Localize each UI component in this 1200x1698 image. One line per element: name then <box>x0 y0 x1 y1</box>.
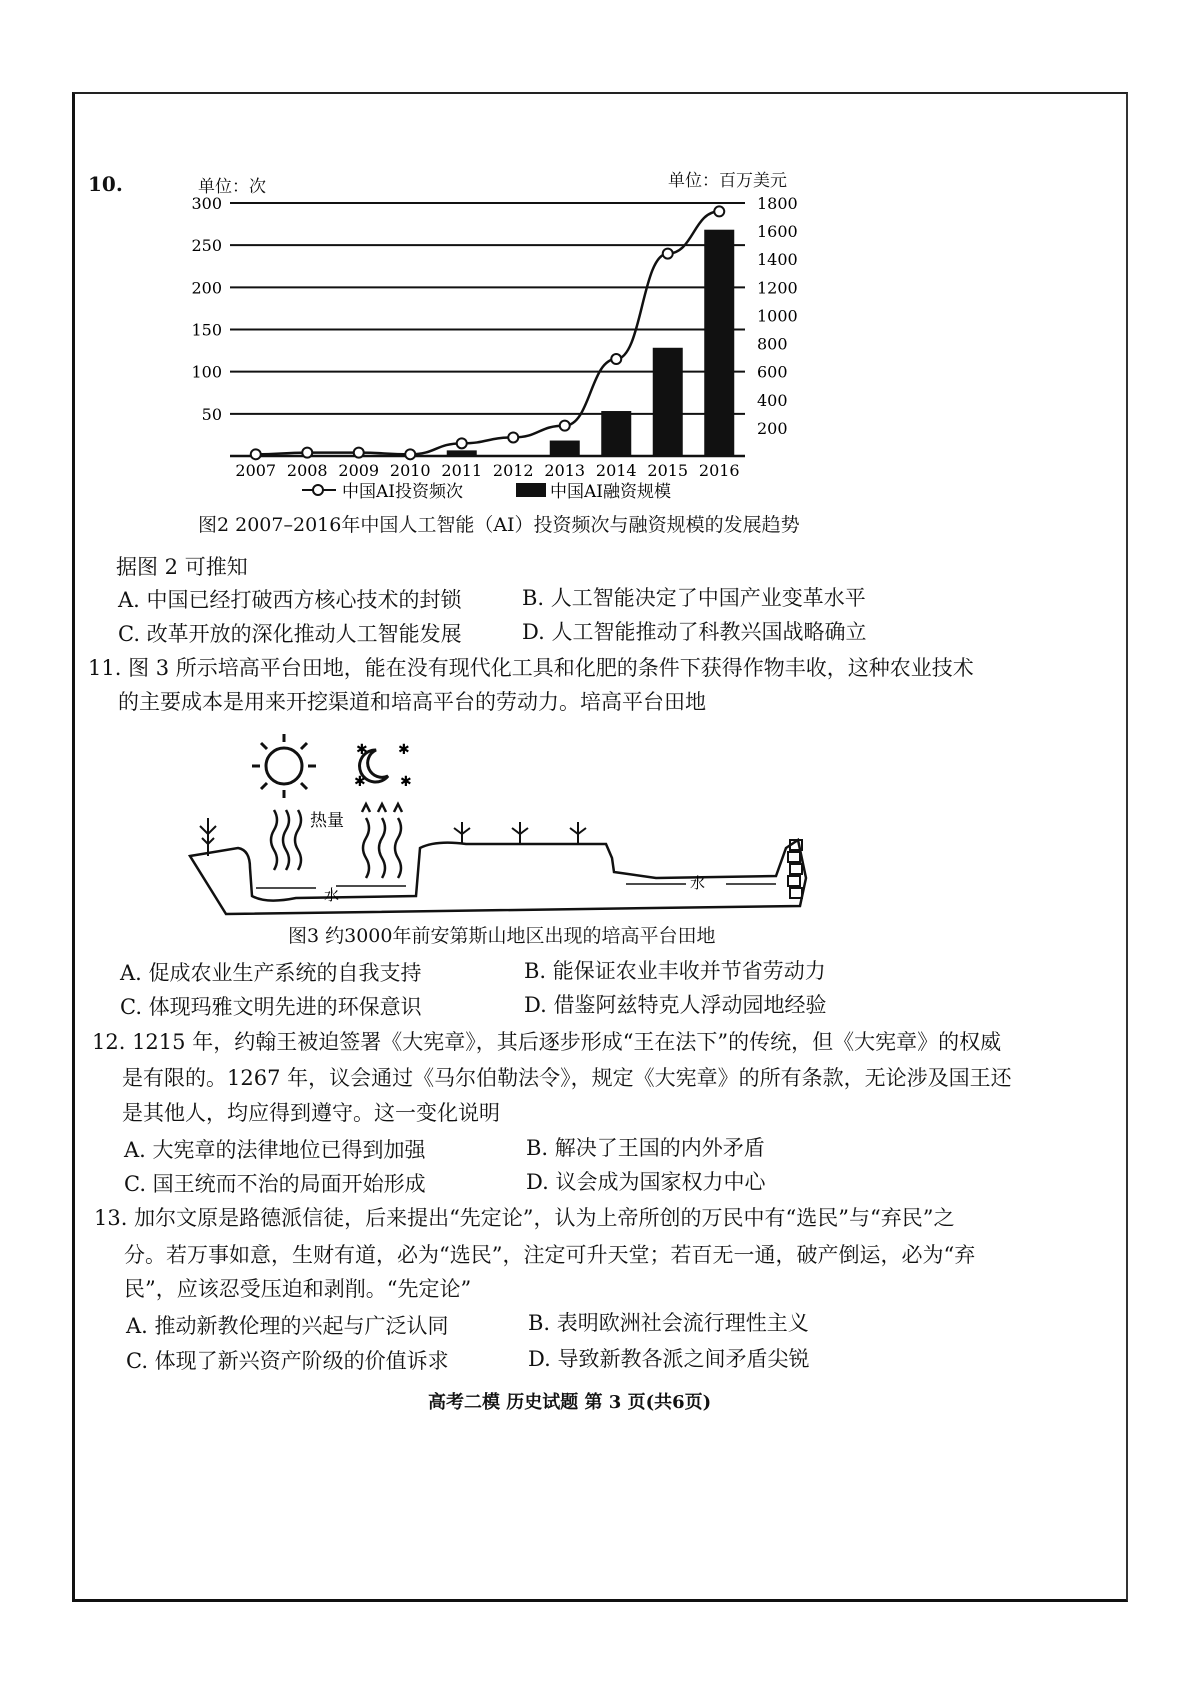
right-tick-label: 600 <box>757 362 788 382</box>
q11-option-d[interactable]: D. 借鉴阿兹特克人浮动园地经验 <box>524 993 827 1017</box>
figure-2-caption: 图2 2007–2016年中国人工智能（AI）投资频次与融资规模的发展趋势 <box>198 514 800 536</box>
q12-option-a[interactable]: A. 大宪章的法律地位已得到加强 <box>124 1138 426 1162</box>
page-footer: 高考二模 历史试题 第 3 页(共6页) <box>428 1392 712 1413</box>
left-tick-label: 150 <box>191 320 222 340</box>
q13-line-1: 13. 加尔文原是路德派信徒，后来提出“先定论”，认为上帝所创的万民中有“选民”与“弃民”之 <box>94 1206 955 1230</box>
x-tick-label: 2007 <box>235 461 277 480</box>
sun-icon <box>252 734 316 798</box>
svg-text:✱: ✱ <box>356 742 368 758</box>
q12-line-2: 是有限的。1267 年，议会通过《马尔伯勒法令》，规定《大宪章》的所有条款，无论涉及国王还 <box>122 1066 1012 1090</box>
q10-option-c[interactable]: C. 改革开放的深化推动人工智能发展 <box>118 622 462 646</box>
x-tick-label: 2015 <box>647 461 689 480</box>
terrain-outline <box>190 840 806 914</box>
x-tick-label: 2010 <box>389 461 431 480</box>
right-tick-label: 800 <box>757 334 788 354</box>
x-tick-label: 2016 <box>698 461 740 480</box>
q13-line-2: 分。若万事如意，生财有道，必为“选民”，注定可升天堂；若百无一通，破产倒运，必为“弃 <box>124 1243 976 1267</box>
water-label-right: 水 <box>690 874 706 892</box>
left-tick-label: 200 <box>191 278 222 298</box>
x-tick-label: 2014 <box>595 461 637 480</box>
q12-option-c[interactable]: C. 国王统而不治的局面开始形成 <box>124 1172 426 1196</box>
legend-bar-label: 中国AI融资规模 <box>550 482 671 502</box>
right-tick-label: 1000 <box>757 306 798 326</box>
heat-label: 热量 <box>310 811 344 831</box>
raised-field-illustration <box>186 728 826 928</box>
q13-line-3: 民”，应该忍受压迫和剥削。“先定论” <box>124 1277 472 1301</box>
q11-option-c[interactable]: C. 体现玛雅文明先进的环保意识 <box>120 995 422 1019</box>
q10-option-a[interactable]: A. 中国已经打破西方核心技术的封锁 <box>118 588 462 612</box>
q13-option-c[interactable]: C. 体现了新兴资产阶级的价值诉求 <box>126 1349 449 1373</box>
right-tick-label: 200 <box>757 418 788 438</box>
water-label-left: 水 <box>324 886 340 904</box>
heat-down-arrows <box>271 810 301 870</box>
svg-text:✱: ✱ <box>400 774 412 790</box>
right-tick-label: 1400 <box>757 250 798 270</box>
q13-option-b[interactable]: B. 表明欧洲社会流行理性主义 <box>528 1311 809 1335</box>
right-tick-label: 1800 <box>757 194 798 213</box>
q11-option-a[interactable]: A. 促成农业生产系统的自我支持 <box>120 961 422 985</box>
crop-plants <box>200 818 586 856</box>
left-tick-label: 50 <box>201 404 222 424</box>
q11-line-2: 的主要成本是用来开挖渠道和培高平台的劳动力。培高平台田地 <box>118 690 706 714</box>
q10-option-b[interactable]: B. 人工智能决定了中国产业变革水平 <box>522 586 866 610</box>
figure-3-caption: 图3 约3000年前安第斯山地区出现的培高平台田地 <box>288 925 716 947</box>
right-tick-label: 400 <box>757 390 788 410</box>
left-tick-label: 300 <box>191 194 222 213</box>
q13-option-d[interactable]: D. 导致新教各派之间矛盾尖锐 <box>528 1347 810 1371</box>
q13-option-a[interactable]: A. 推动新教伦理的兴起与广泛认同 <box>126 1314 449 1338</box>
chart-left-unit: 单位：次 <box>198 177 266 197</box>
left-tick-label: 100 <box>191 362 222 382</box>
svg-text:✱: ✱ <box>354 774 366 790</box>
q10-option-d[interactable]: D. 人工智能推动了科教兴国战略确立 <box>522 620 867 644</box>
q12-line-3: 是其他人，均应得到遵守。这一变化说明 <box>122 1101 500 1125</box>
x-tick-label: 2008 <box>286 461 328 480</box>
q12-line-1: 12. 1215 年，约翰王被迫签署《大宪章》，其后逐步形成“王在法下”的传统，但《大宪章》的权威 <box>92 1030 1002 1054</box>
heat-up-arrows <box>362 804 402 878</box>
x-tick-label: 2013 <box>544 461 586 480</box>
x-tick-label: 2011 <box>441 461 483 480</box>
left-tick-label: 250 <box>191 236 222 256</box>
moon-stars-icon <box>354 742 412 790</box>
right-tick-label: 1200 <box>757 278 798 298</box>
q11-line-1: 11. 图 3 所示培高平台田地，能在没有现代化工具和化肥的条件下获得作物丰收，这种农业技术 <box>88 656 974 680</box>
question-10-number: 10. <box>88 172 123 196</box>
x-tick-label: 2009 <box>338 461 380 480</box>
x-tick-label: 2012 <box>492 461 534 480</box>
legend-line-label: 中国AI投资频次 <box>342 482 463 502</box>
question-10-stem: 据图 2 可推知 <box>116 555 248 579</box>
q12-option-d[interactable]: D. 议会成为国家权力中心 <box>526 1170 766 1194</box>
q11-option-b[interactable]: B. 能保证农业丰收并节省劳动力 <box>524 959 826 983</box>
chart-right-unit: 单位：百万美元 <box>668 171 787 191</box>
right-tick-label: 1600 <box>757 222 798 242</box>
q12-option-b[interactable]: B. 解决了王国的内外矛盾 <box>526 1136 765 1160</box>
svg-text:✱: ✱ <box>398 742 410 758</box>
